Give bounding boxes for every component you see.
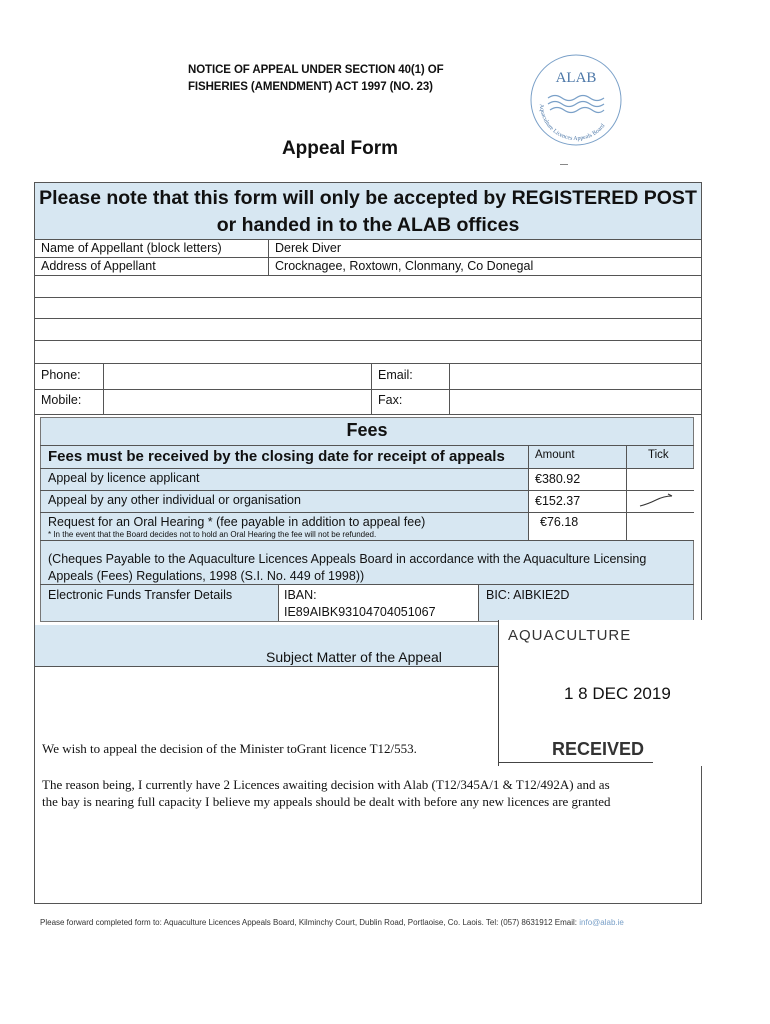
row-divider xyxy=(40,445,694,446)
row-divider xyxy=(40,468,694,469)
tick-header: Tick xyxy=(648,449,669,461)
column-divider xyxy=(528,445,529,540)
phone-label: Phone: xyxy=(41,368,81,382)
cheques-line1: (Cheques Payable to the Aquaculture Licences Appeals Board in accordance with the Aquaculture Licensing xyxy=(48,552,647,566)
row-divider xyxy=(35,257,701,258)
row-divider xyxy=(35,340,701,341)
cheques-line2: Appeals (Fees) Regulations, 1998 (S.I. No. 449 of 1998)) xyxy=(48,569,365,583)
column-divider xyxy=(371,363,372,414)
row-divider xyxy=(35,389,701,390)
address-line-2[interactable] xyxy=(36,277,700,296)
column-divider xyxy=(449,363,450,414)
notice-line1: Please note that this form will only be accepted by REGISTERED POST xyxy=(39,187,697,209)
seal-title: ALAB xyxy=(555,70,597,86)
tick-mark-icon[interactable] xyxy=(636,492,676,510)
svg-text:Aquaculture Licences Appeals B xyxy=(538,104,606,142)
reason-line1[interactable]: The reason being, I currently have 2 Licences awaiting decision with Alab (T12/345A/1 & T12/492A) and as xyxy=(42,777,610,792)
fee-row-label: Appeal by licence applicant xyxy=(48,471,200,485)
stamp-received: RECEIVED xyxy=(552,739,645,759)
eft-label: Electronic Funds Transfer Details xyxy=(48,588,233,602)
notice-header-line1: NOTICE OF APPEAL UNDER SECTION 40(1) OF xyxy=(188,64,444,76)
email-field[interactable] xyxy=(451,365,699,388)
fee-row-amount: €380.92 xyxy=(535,472,581,486)
divider-mark xyxy=(560,164,568,165)
notice-header xyxy=(188,62,488,96)
iban-value: IE89AIBK93104704051067 xyxy=(284,605,436,619)
fax-field[interactable] xyxy=(451,391,699,413)
address-line-3[interactable] xyxy=(36,298,700,317)
alab-seal-logo xyxy=(526,52,626,148)
name-value[interactable]: Derek Diver xyxy=(275,241,341,255)
address-label: Address of Appellant xyxy=(41,259,156,273)
tick-cell-oral-hearing[interactable] xyxy=(628,514,692,538)
mobile-label: Mobile: xyxy=(41,393,82,407)
received-stamp xyxy=(498,620,702,766)
column-divider xyxy=(278,584,279,621)
column-divider xyxy=(103,363,104,414)
reason-line2[interactable]: the bay is nearing full capacity I believe my appeals should be dealt with before any new licences are granted xyxy=(42,794,611,809)
oral-hearing-footnote: * In the event that the Board decides not to hold an Oral Hearing the fee will not be refunded. xyxy=(48,530,377,539)
stamp-date: 1 8 DEC 2019 xyxy=(564,684,671,703)
iban-label: IBAN: xyxy=(284,588,317,602)
fee-row-label: Appeal by any other individual or organisation xyxy=(48,493,301,507)
notice-header-line2: FISHERIES (AMENDMENT) ACT 1997 (NO. 23) xyxy=(188,81,433,93)
column-divider xyxy=(268,239,269,275)
row-divider xyxy=(40,540,694,541)
address-line-4[interactable] xyxy=(36,319,700,339)
bic-value: BIC: AIBKIE2D xyxy=(486,588,570,602)
fee-row-amount: €76.18 xyxy=(540,515,579,529)
fax-label: Fax: xyxy=(378,393,403,407)
row-divider xyxy=(35,275,701,276)
address-value[interactable]: Crocknagee, Roxtown, Clonmany, Co Donegal xyxy=(275,259,534,273)
stamp-top-text: AQUACULTURE xyxy=(508,627,632,644)
fee-row-amount: €152.37 xyxy=(535,494,581,508)
amount-header: Amount xyxy=(535,449,575,461)
form-title: Appeal Form xyxy=(281,138,399,159)
row-divider xyxy=(35,414,701,415)
footer-address xyxy=(40,918,624,927)
column-divider xyxy=(478,584,479,621)
appeal-statement[interactable]: We wish to appeal the decision of the Minister toGrant licence T12/553. xyxy=(42,741,417,756)
row-divider xyxy=(35,363,701,364)
footer-email-link[interactable]: info@alab.ie xyxy=(579,918,624,927)
name-label: Name of Appellant (block letters) xyxy=(41,241,222,255)
row-divider xyxy=(40,512,694,513)
email-label: Email: xyxy=(378,368,413,382)
fee-row-label: Request for an Oral Hearing * (fee payable in addition to appeal fee) xyxy=(48,515,426,529)
registered-post-notice xyxy=(35,183,701,239)
phone-field[interactable] xyxy=(105,365,370,388)
footer-text: Please forward completed form to: Aquaculture Licences Appeals Board, Kilminchy Court, Dublin Road, Portlaoise, Co. Laois. Tel: (057) 8631912 Email: xyxy=(40,918,580,927)
tick-cell-applicant[interactable] xyxy=(628,470,692,488)
seal-ring-text: Aquaculture Licences Appeals Board xyxy=(537,103,607,143)
notice-line2: or handed in to the ALAB offices xyxy=(216,214,520,236)
subject-matter-label: Subject Matter of the Appeal xyxy=(266,649,442,665)
fees-title: Fees xyxy=(346,420,388,440)
row-divider xyxy=(35,239,701,240)
column-divider xyxy=(626,445,627,540)
row-divider xyxy=(40,490,694,491)
mobile-field[interactable] xyxy=(105,391,370,413)
fees-heading: Fees must be received by the closing date for receipt of appeals xyxy=(48,448,505,465)
